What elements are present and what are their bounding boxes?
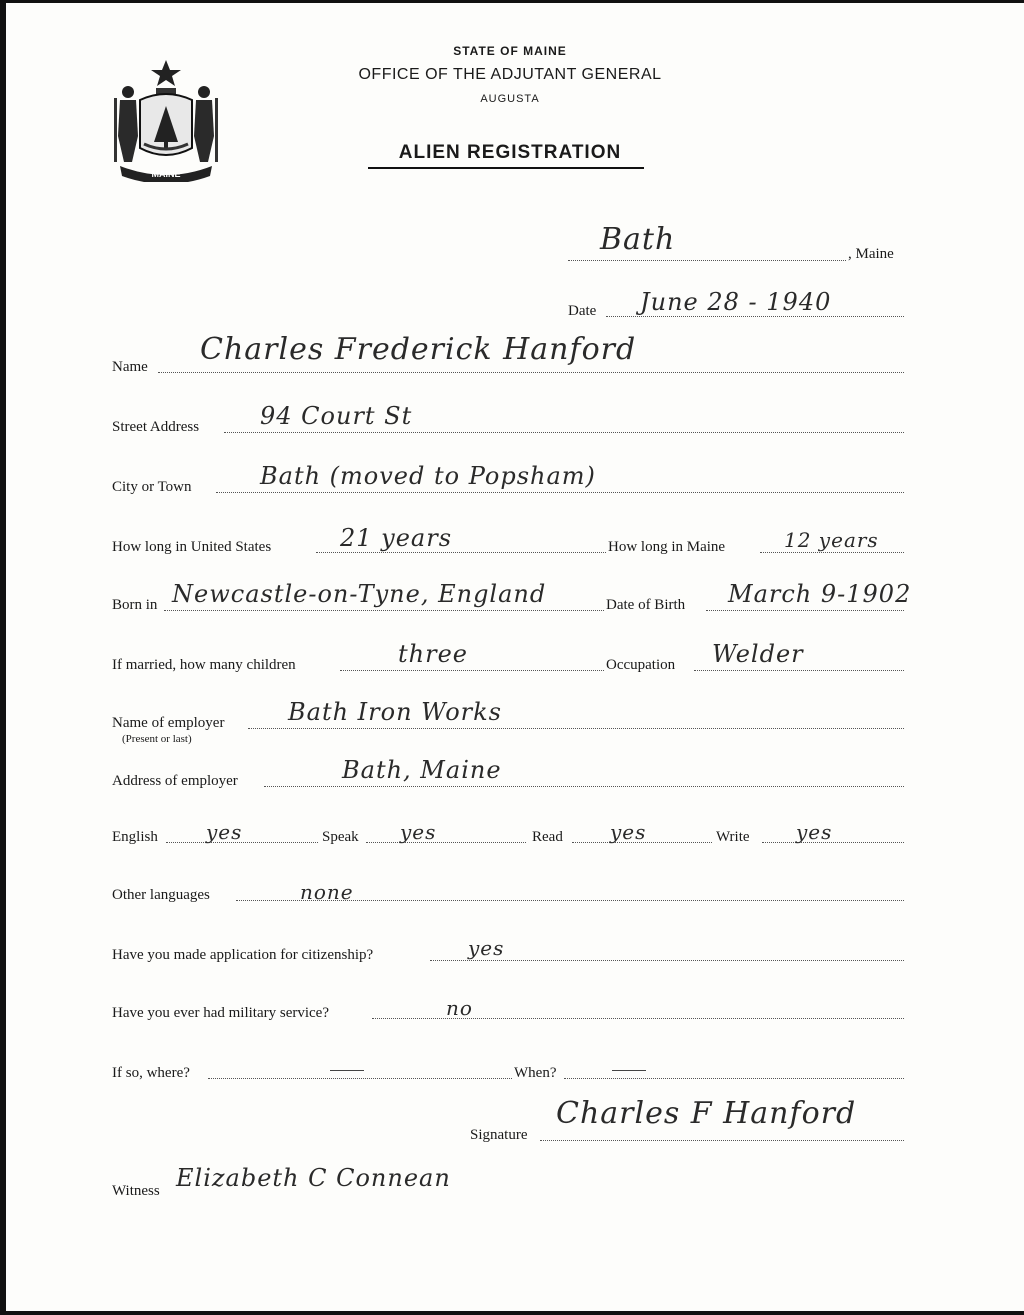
name-label: Name: [112, 359, 148, 375]
state-heading: STATE OF MAINE: [453, 44, 567, 58]
office-heading: OFFICE OF THE ADJUTANT GENERAL: [358, 66, 662, 83]
witness-label: Witness: [112, 1183, 160, 1199]
born-value: Newcastle-on-Tyne, England: [172, 580, 547, 608]
form-title: ALIEN REGISTRATION: [398, 142, 622, 163]
name-value: Charles Frederick Hanford: [200, 332, 637, 367]
write-value: yes: [796, 820, 833, 844]
citizenship-label: Have you made application for citizenship?: [112, 947, 374, 963]
name-field-line: [158, 372, 904, 373]
employer-label: Name of employer: [112, 715, 225, 731]
city-heading: AUGUSTA: [480, 93, 540, 105]
employer-address-field-line: [264, 786, 904, 787]
witness-value: Elizabeth C Connean: [176, 1164, 451, 1192]
where-label: If so, where?: [112, 1065, 190, 1081]
children-label: If married, how many children: [112, 657, 296, 673]
maine-label: , Maine: [848, 246, 894, 262]
how-long-maine-value: 12 years: [784, 528, 879, 552]
other-languages-label: Other languages: [112, 887, 210, 903]
signature-field-line: [540, 1140, 904, 1141]
maine-state-seal-icon: [110, 58, 222, 182]
scan-edge-left: [0, 0, 6, 1315]
street-field-line: [224, 432, 904, 433]
seal-lettering: MAINE: [151, 169, 181, 179]
signature-label: Signature: [470, 1127, 528, 1143]
speak-field-line: [366, 842, 526, 843]
city-label: City or Town: [112, 479, 192, 495]
city-value: Bath (moved to Popsham): [260, 462, 596, 490]
signature-value: Charles F Hanford: [556, 1096, 857, 1131]
speak-value: yes: [400, 820, 437, 844]
how-long-us-field-line: [316, 552, 606, 553]
write-label: Write: [716, 829, 750, 845]
street-value: 94 Court St: [260, 402, 413, 430]
when-label: When?: [514, 1065, 557, 1081]
military-label: Have you ever had military service?: [112, 1005, 329, 1021]
occupation-label: Occupation: [606, 657, 676, 673]
when-field-line: [564, 1078, 904, 1079]
title-underline: [368, 167, 644, 169]
date-value: June 28 - 1940: [640, 288, 832, 316]
occupation-field-line: [694, 670, 904, 671]
scan-edge-top: [0, 0, 1024, 3]
employer-value: Bath Iron Works: [288, 698, 502, 726]
read-label: Read: [532, 829, 563, 845]
town-value: Bath: [600, 222, 676, 257]
date-label: Date: [568, 303, 597, 319]
dob-value: March 9-1902: [728, 580, 912, 608]
other-languages-value: none: [300, 880, 354, 904]
how-long-us-label: How long in United States: [112, 539, 272, 555]
when-dash: [612, 1070, 646, 1071]
english-value: yes: [206, 820, 243, 844]
where-dash: [330, 1070, 364, 1071]
children-value: three: [398, 640, 468, 668]
town-field-line: [568, 260, 846, 261]
born-label: Born in: [112, 597, 158, 613]
citizenship-value: yes: [468, 936, 505, 960]
born-field-line: [164, 610, 604, 611]
read-value: yes: [610, 820, 647, 844]
children-field-line: [340, 670, 604, 671]
dob-label: Date of Birth: [606, 597, 686, 613]
street-label: Street Address: [112, 419, 200, 435]
city-field-line: [216, 492, 904, 493]
date-field-line: [606, 316, 904, 317]
where-field-line: [208, 1078, 512, 1079]
employer-address-label: Address of employer: [112, 773, 238, 789]
scan-edge-bottom: [0, 1311, 1024, 1315]
write-field-line: [762, 842, 904, 843]
employer-address-value: Bath, Maine: [342, 756, 502, 784]
military-value: no: [446, 996, 473, 1020]
occupation-value: Welder: [712, 640, 804, 668]
speak-label: Speak: [322, 829, 359, 845]
employer-sublabel: (Present or last): [122, 733, 192, 745]
english-label: English: [112, 829, 158, 845]
how-long-us-value: 21 years: [340, 524, 453, 552]
how-long-maine-label: How long in Maine: [608, 539, 726, 555]
employer-field-line: [248, 728, 904, 729]
dob-field-line: [706, 610, 904, 611]
